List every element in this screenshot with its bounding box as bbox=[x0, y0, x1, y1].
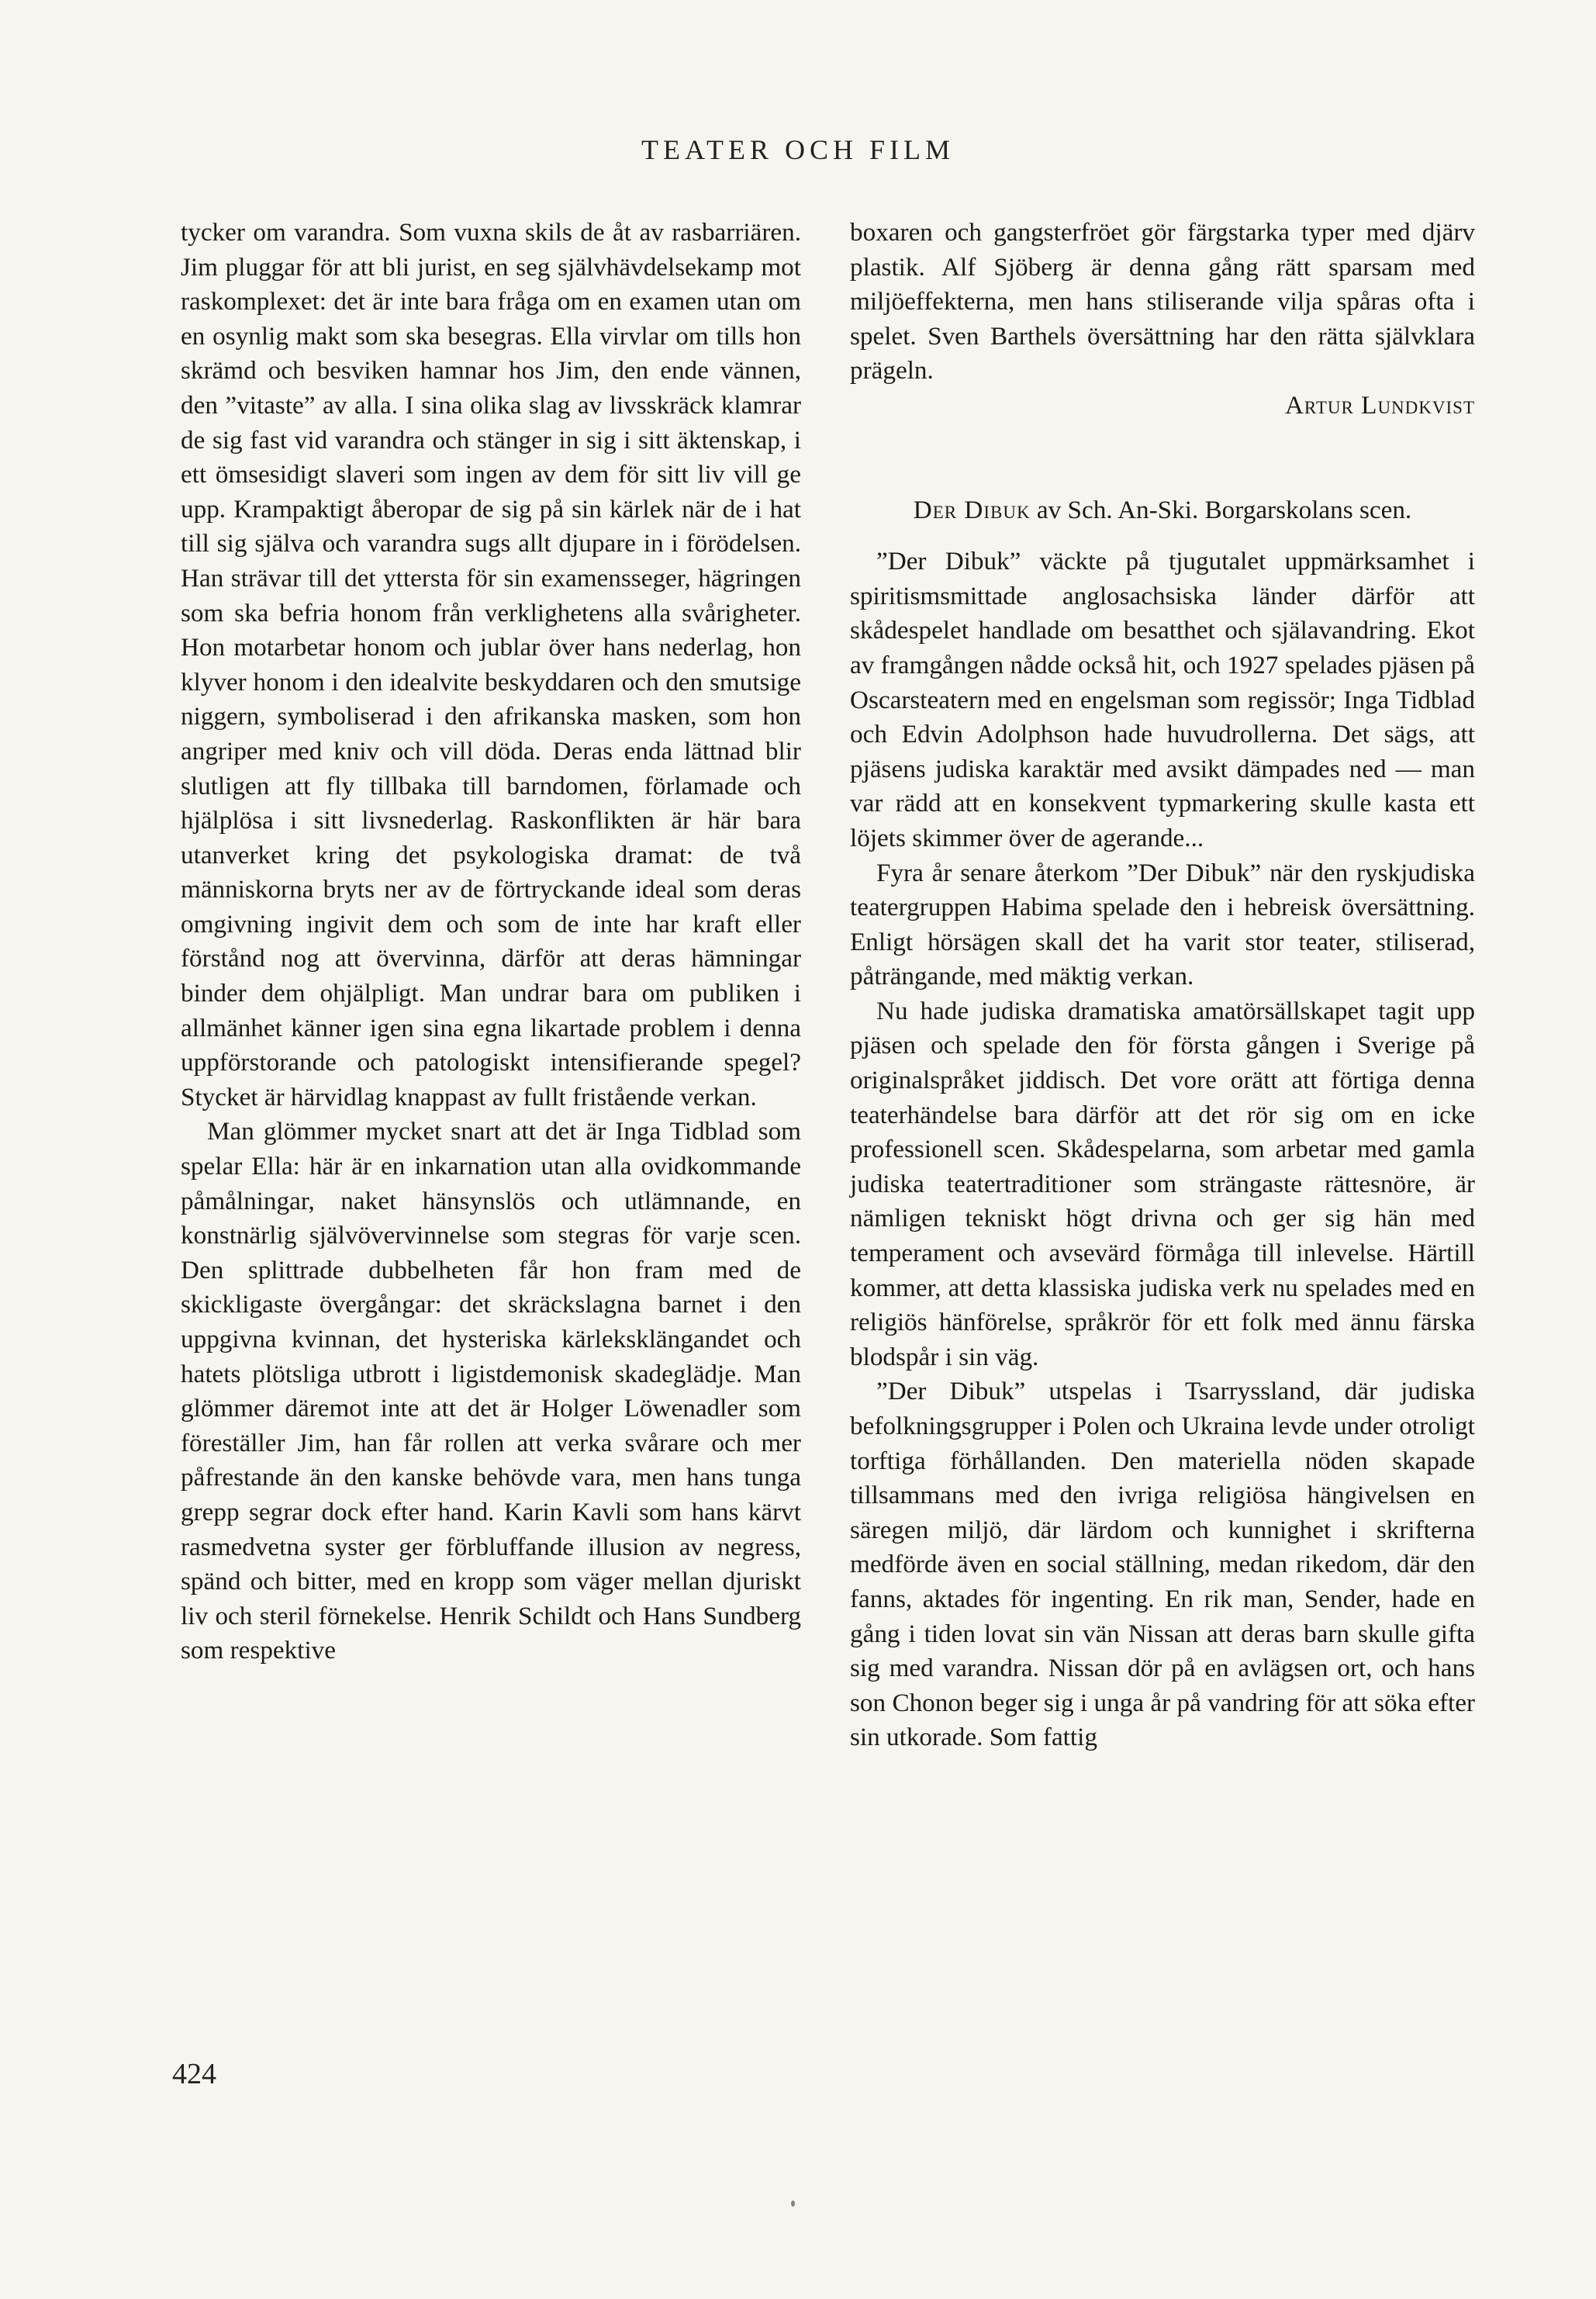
right-column bbox=[850, 216, 1475, 1755]
page-number: 424 bbox=[172, 2058, 216, 2090]
paragraph: Fyra år senare återkom ”Der Dibuk” när den ryskjudiska teatergruppen Habima spelade den i hebreisk översättning. Enligt hörsägen skall det ha varit stor teater, stiliserad, påträngande, med mäktig verkan. bbox=[850, 858, 1475, 991]
paragraph: ”Der Dibuk” utspelas i Tsarryssland, där judiska befolkningsgrupper i Polen och Ukraina levde under otroligt torftiga förhållanden. Den materiella nöden skapade tillsammans med den ivriga religiösa hängivelsen en säregen miljö, där lärdom och kunnighet i skrifterna medförde även en social ställning, medan rikedom, där den fanns, aktades för ingenting. En rik man, Sender, hade en gång i tiden lovat sin vän Nissan att deras barn skulle gifta sig med varandra. Nissan dör på en avlägsen ort, och hans son Chonon beger sig i unga år på vandring för att söka efter sin utkorade. Som fattig bbox=[850, 1377, 1475, 1752]
review-heading bbox=[850, 493, 1475, 528]
review-heading-rest: av Sch. An-Ski. Borgarskolans scen. bbox=[1036, 495, 1412, 524]
author-signature: Artur Lundkvist bbox=[1284, 390, 1475, 420]
paragraph: Man glömmer mycket snart att det är Inga Tidblad som spelar Ella: här är en inkarnation utan alla ovidkommande påmålningar, naket hänsynslös och utlämnande, en konstnärlig självövervinnelse som stegras för varje scen. Den splittrade dubbelheten får hon fram med de skickligaste övergångar: det skräckslagna barnet i den uppgivna kvinnan, det hysteriska kärleksklängandet och hatets plötsliga utbrott i ligistdemonisk skadeglädje. Man glömmer däremot inte att det är Holger Löwenadler som föreställer Jim, han får rollen att verka svårare och mer påfrestande än den kanske behövde vara, men hans tunga grepp segrar dock efter hand. Karin Kavli som hans kärvt rasmedvetna syster ger förbluffande illusion av negress, spänd och bitter, med en kropp som väger mellan djuriskt liv och steril förnekelse. Henrik Schildt och Hans Sundberg som respektive bbox=[181, 1117, 801, 1665]
review-title: Der Dibuk bbox=[913, 495, 1031, 524]
paragraph: ”Der Dibuk” väckte på tjugutalet uppmärksamhet i spiritismsmittade anglosachsiska länder därför att skådespelet handlade om besatthet och själavandring. Ekot av framgången nådde också hit, och 1927 spelades pjäsen på Oscarsteatern med en engelsman som regissör; Inga Tidblad och Edvin Adolphson hade huvudrollerna. Det sägs, att pjäsens judiska karaktär med avsikt dämpades ned — man var rädd att en konsekvent typmarkering skulle kasta ett löjets skimmer över de agerande... bbox=[850, 547, 1475, 852]
running-title: TEATER OCH FILM bbox=[641, 134, 955, 165]
paragraph: Nu hade judiska dramatiska amatörsällskapet tagit upp pjäsen och spelade den för första gången i Sverige på originalspråket jiddisch. Det vore orätt att förtiga denna teaterhändelse bara därför att det rör sig om en icke professionell scen. Skådespelarna, som arbetar med gamla judiska teatertraditioner som strängaste rättesnöre, är nämligen tekniskt högt drivna och ger sig hän med temperament och avsevärd förmåga till inlevelse. Härtill kommer, att detta klassiska judiska verk nu spelades med en religiös hänförelse, språkrör för ett folk med ännu färska blodspår i sin väg. bbox=[850, 996, 1475, 1371]
left-column bbox=[181, 216, 801, 1668]
paragraph: boxaren och gangsterfröet gör färgstarka typer med djärv plastik. Alf Sjöberg är denna gång rätt sparsam med miljöeffekterna, men hans stiliserande vilja spåras ofta i spelet. Sven Barthels översättning har den rätta självklara prägeln. bbox=[850, 218, 1475, 385]
paper-speck bbox=[791, 2200, 795, 2207]
paragraph: tycker om varandra. Som vuxna skils de åt av rasbarriären. Jim pluggar för att bli jurist, en seg självhävdelsekamp mot raskomplexet: det är inte bara fråga om en examen utan om en osynlig makt som ska besegras. Ella virvlar om tills hon skrämd och besviken hamnar hos Jim, den ende vännen, den ”vitaste” av alla. I sina olika slag av livsskräck klamrar de sig fast vid varandra och stänger in sig i sitt äktenskap, i ett ömsesidigt slaveri som ingen av dem för sitt liv vill ge upp. Krampaktigt åberopar de sig på sin kärlek när de i hat till sig själva och varandra sugs allt djupare in i förödelsen. Han strävar till det yttersta för sin examensseger, hägringen som ska befria honom från verklighetens alla svårigheter. Hon motarbetar honom och jublar över hans nederlag, hon klyver honom i den idealvite beskyddaren och den smutsige niggern, symboliserad i den afrikanska masken, som hon angriper med kniv och vill döda. Deras enda lättnad blir slutligen att fly tillbaka till barndomen, förlamade och hjälplösa i sitt livsnederlag. Raskonflikten är här bara utanverket kring det psykologiska dramat: de två människorna bryts ner av de förtryckande ideal som deras omgivning ingivit dem och som de inte har kraft eller förstånd nog att övervinna, därför att deras hämningar binder dem ohjälpligt. Man undrar bara om publiken i allmänhet känner igen sina egna likartade problem i denna uppförstorande och patologiskt intensifierande spegel? Stycket är härvidlag knappast av fullt fristående verkan. bbox=[181, 218, 801, 1111]
